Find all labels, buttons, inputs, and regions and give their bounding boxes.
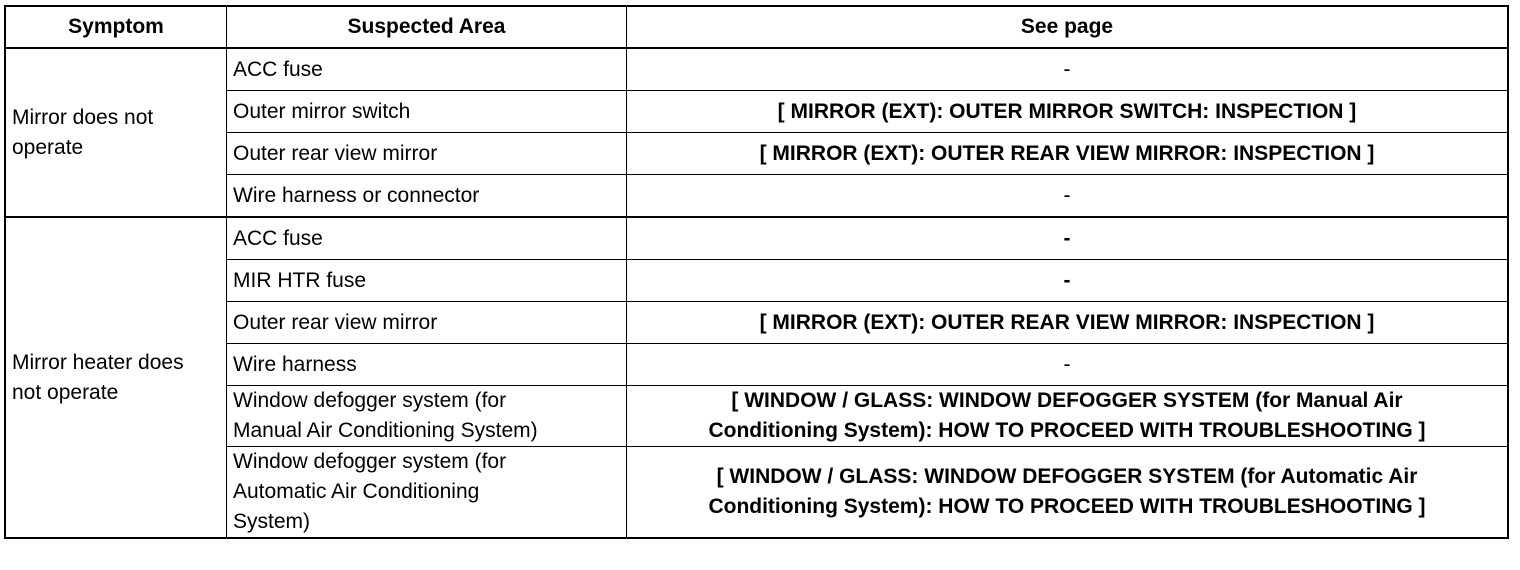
see-page-link[interactable]: [ MIRROR (EXT): OUTER REAR VIEW MIRROR: INSPECTION ] [627, 302, 1508, 344]
table-row [6, 302, 1508, 344]
see-page-link[interactable]: [ WINDOW / GLASS: WINDOW DEFOGGER SYSTEM (for Automatic Air Conditioning System): HOW TO PROCEED WITH TROUBLESHOOTING ] [627, 447, 1508, 538]
table-row [6, 48, 1508, 91]
suspected-area-cell: Window defogger system (for Manual Air Conditioning System) [227, 386, 627, 447]
suspected-area-cell: Window defogger system (for Automatic Air Conditioning System) [227, 447, 627, 538]
suspected-area-cell: ACC fuse [227, 48, 627, 91]
see-page-cell: - [627, 260, 1508, 302]
suspected-area-cell: Outer mirror switch [227, 91, 627, 133]
header-suspected-area: Suspected Area [227, 7, 627, 49]
see-page-link[interactable]: [ MIRROR (EXT): OUTER REAR VIEW MIRROR: INSPECTION ] [627, 133, 1508, 175]
symptom-cell: Mirror does not operate [6, 48, 227, 217]
see-page-cell: - [627, 175, 1508, 218]
see-page-cell: - [627, 48, 1508, 91]
see-page-cell: - [627, 217, 1508, 260]
table-row [6, 217, 1508, 260]
suspected-area-cell: Wire harness or connector [227, 175, 627, 218]
header-row [6, 7, 1508, 49]
table-row [6, 344, 1508, 386]
table-row [6, 175, 1508, 218]
header-symptom: Symptom [6, 7, 227, 49]
header-see-page: See page [627, 7, 1508, 49]
suspected-area-cell: Outer rear view mirror [227, 133, 627, 175]
see-page-cell: - [627, 344, 1508, 386]
see-page-link[interactable]: [ MIRROR (EXT): OUTER MIRROR SWITCH: INSPECTION ] [627, 91, 1508, 133]
symptom-cell: Mirror heater does not operate [6, 217, 227, 538]
table-row [6, 133, 1508, 175]
troubleshooting-table [5, 6, 1508, 538]
suspected-area-cell: MIR HTR fuse [227, 260, 627, 302]
table-row [6, 447, 1508, 538]
suspected-area-cell: Wire harness [227, 344, 627, 386]
table-row [6, 91, 1508, 133]
table-row [6, 386, 1508, 447]
suspected-area-cell: ACC fuse [227, 217, 627, 260]
see-page-link[interactable]: [ WINDOW / GLASS: WINDOW DEFOGGER SYSTEM (for Manual Air Conditioning System): HOW TO PROCEED WITH TROUBLESHOOTING ] [627, 386, 1508, 447]
suspected-area-cell: Outer rear view mirror [227, 302, 627, 344]
table-row [6, 260, 1508, 302]
